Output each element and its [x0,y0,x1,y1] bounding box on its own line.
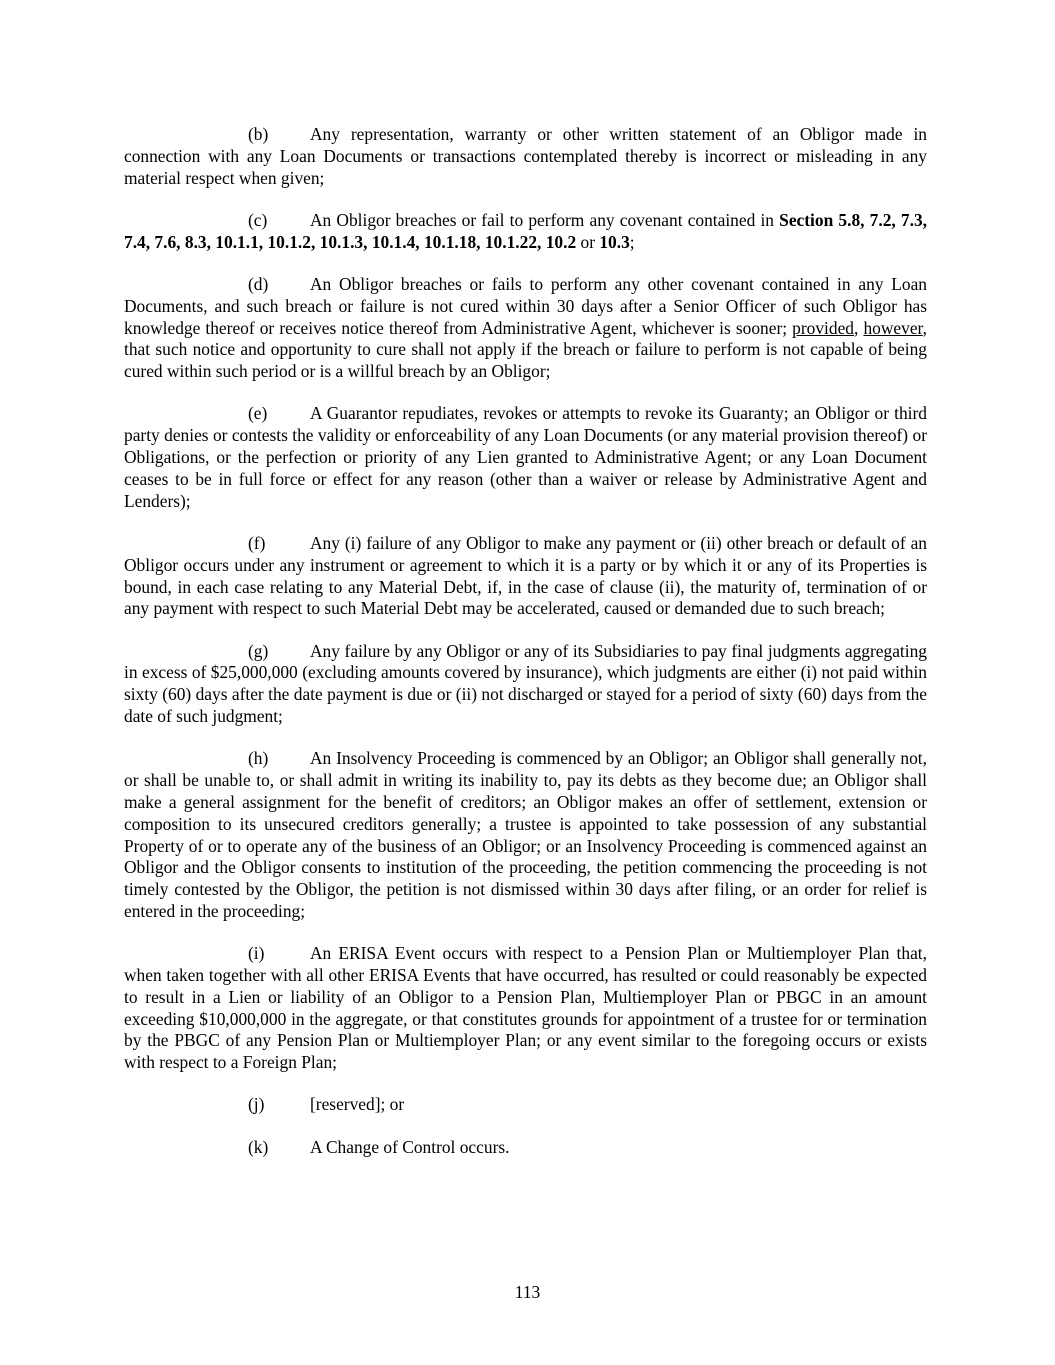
clause-text: , that such notice and opportunity to cure shall not apply if the breach or failure to perform is not capable of being cured within such period or is a willful breach by an Obligor; [124,317,927,382]
clause-label: (c) [248,209,268,230]
section-reference: Section 5.8, 7.2, 7.3, 7.4, 7.6, 8.3, 10.1.1, 10.1.2, 10.1.3, 10.1.4, 10.1.18, 10.1.22, 10.2 [124,209,927,252]
clause-text: , [854,317,864,338]
section-reference: 10.3 [599,231,630,252]
clause-j [124,1094,927,1116]
clause-text: An ERISA Event occurs with respect to a Pension Plan or Multiemployer Plan that, when taken together with all other ERISA Events that have occurred, has resulted or could reasonably be expected to result in a Lien or liability of an Obligor to a Pension Plan, Multiemployer Plan or PBGC in an amount exceeding $10,000,000 in the aggregate, or that constitutes grounds for appointment of a trustee for or termination by the PBGC of any Pension Plan or Multiemployer Plan; or any event similar to the foregoing occurs or exists with respect to a Foreign Plan; [124,943,927,1073]
clause-text: or [576,231,600,252]
clause-text: A Guarantor repudiates, revokes or attempts to revoke its Guaranty; an Obligor or third party denies or contests the validity or enforceability of any Loan Documents (or any material provision thereof) or Obligations, or the perfection or priority of any Lien granted to Administrative Agent; or any Loan Document ceases to be in full force or effect for any reason (other than a waiver or release by Administrative Agent and Lenders); [124,403,927,511]
clause-c [124,210,927,254]
clause-i [124,943,927,1074]
clause-label: (f) [248,532,266,553]
clause-d [124,274,927,383]
clause-text: ; [629,231,635,252]
clause-label: (j) [248,1094,265,1115]
clause-text: [reserved]; or [310,1094,405,1115]
clause-text: A Change of Control occurs. [310,1136,510,1157]
document-page [124,124,927,1179]
clause-label: (d) [248,273,269,294]
underlined-term: however [863,317,923,338]
clause-g [124,641,927,728]
clause-e [124,403,927,512]
clause-text: Any failure by any Obligor or any of its Subsidiaries to pay final judgments aggregating in excess of $25,000,000 (excluding amounts covered by insurance), which judgments are either (i) not paid within sixty (60) days after the date payment is due or (ii) not discharged or stayed for a period of sixty (60) days from the date of such judgment; [124,640,927,727]
clause-text: An Obligor breaches or fails to perform any other covenant contained in any Loan Documents, and such breach or failure is not cured within 30 days after a Senior Officer of such Obligor has knowledge thereof or receives notice thereof from Administrative Agent, whichever is sooner; [124,273,927,338]
page-number: 113 [514,1282,541,1302]
clause-label: (b) [248,124,269,144]
clause-text: Any representation, warranty or other written statement of an Obligor made in connection with any Loan Documents or transactions contemplated thereby is incorrect or misleading in any material respect when given; [124,124,927,188]
clause-h [124,748,927,922]
clause-f [124,533,927,620]
clause-text: Any (i) failure of any Obligor to make any payment or (ii) other breach or default of an Obligor occurs under any instrument or agreement to which it is a party or by which it or any of its Properties is bound, in each case relating to any Material Debt, if, in the case of clause (ii), the maturity of, termination of or any payment with respect to such Material Debt may be accelerated, caused or demanded due to such breach; [124,532,927,619]
clause-text: An Obligor breaches or fail to perform any covenant contained in [310,209,780,230]
clause-label: (h) [248,748,269,769]
clause-text: An Insolvency Proceeding is commenced by an Obligor; an Obligor shall generally not, or shall be unable to, or shall admit in writing its inability to, pay its debts as they become due; an Obligor shall make a general assignment for the benefit of creditors; an Obligor makes an offer of settlement, extension or composition to its unsecured creditors generally; a trustee is appointed to take possession of any substantial Property of or to operate any of the business of an Obligor; or an Insolvency Proceeding is commenced against an Obligor and the Obligor consents to institution of the proceeding, the petition commencing the proceeding is not timely contested by the Obligor, the petition is not dismissed within 30 days after filing, or an order for relief is entered in the proceeding; [124,748,927,921]
clause-label: (i) [248,943,265,964]
clause-k [124,1137,927,1159]
clause-label: (k) [248,1136,269,1157]
underlined-term: provided [792,317,854,338]
clause-label: (e) [248,403,268,424]
clause-label: (g) [248,640,269,661]
clause-b [124,124,927,189]
